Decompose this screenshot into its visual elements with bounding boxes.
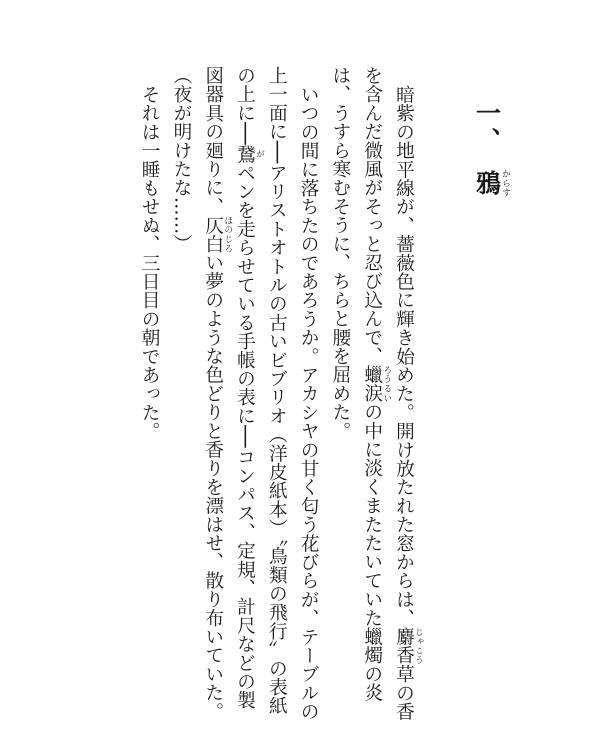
paragraph bbox=[196, 66, 323, 721]
paragraph bbox=[324, 66, 424, 721]
text-run: それは一睡もせぬ、三日目の朝であった。 bbox=[138, 84, 160, 440]
ruby-reading: ほのじろ bbox=[222, 215, 233, 254]
vertical-text-body bbox=[133, 66, 510, 721]
ruby-word bbox=[361, 365, 392, 403]
paragraphs bbox=[133, 66, 424, 721]
ruby-reading: ろうるい bbox=[381, 365, 392, 403]
text-run: （夜が明けたな……） bbox=[170, 66, 192, 253]
text-run: い夢のような色どりと香りを漂はせ、散り布いていた。 bbox=[202, 253, 224, 721]
ruby-word bbox=[393, 627, 424, 665]
chapter-heading bbox=[472, 100, 511, 721]
ruby-base: 蠟涙 bbox=[361, 365, 383, 403]
ruby-word bbox=[234, 144, 265, 164]
ruby-word bbox=[202, 215, 233, 254]
paragraph bbox=[165, 66, 197, 721]
chapter-title-kanji: 鴉 bbox=[472, 169, 502, 198]
ruby-base: 仄白 bbox=[202, 215, 224, 254]
text-run: 暗紫の地平線が、薔薇色に輝き始めた。開け放たれた窓からは、 bbox=[393, 84, 414, 627]
ruby-base: 麝香 bbox=[393, 627, 414, 665]
ruby-reading: じゃこう bbox=[413, 627, 424, 665]
chapter-title-reading: からす bbox=[500, 169, 510, 198]
text-run: いつの間に落ちたのであろうか。アカシヤの甘く匂う花びらが、テーブルの上一面に──アリストオトルの古いビブリオ（洋皮紙本）〝鳥類の飛行〟の表紙の上に── bbox=[234, 66, 319, 721]
chapter-title bbox=[472, 169, 510, 198]
chapter-number: 一、 bbox=[472, 100, 502, 154]
text-run: ペンを走らせている手帳の表に──コンパス、定規、計尺などの製図器具の廻りに、 bbox=[202, 66, 256, 710]
text-run: 草の香を含んだ微風がそっと忍び込んで、 bbox=[361, 66, 414, 721]
text-run: の中に淡くまたたいていた蠟燭の炎は、うすら寒むそうに、ちらと腰を屈めた。 bbox=[329, 66, 383, 702]
paragraph bbox=[133, 66, 165, 721]
ruby-base: 鵞 bbox=[234, 144, 256, 164]
ruby-reading: が bbox=[254, 144, 265, 164]
